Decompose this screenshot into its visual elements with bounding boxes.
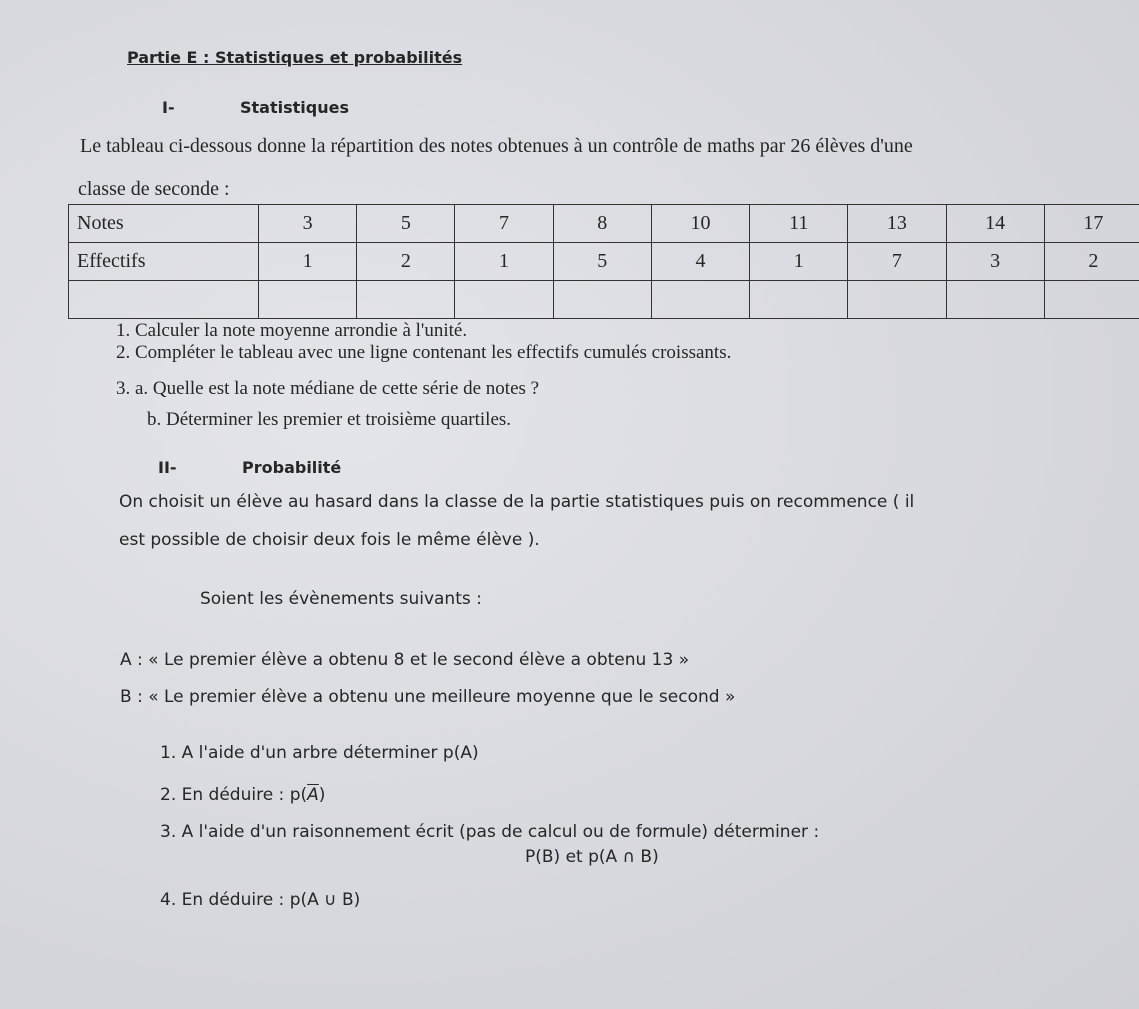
empty-cell [69,281,259,319]
row-header-effectifs: Effectifs [69,243,259,281]
event-a: A : « Le premier élève a obtenu 8 et le second élève a obtenu 13 » [120,650,690,670]
prob-paragraph-line-2: est possible de choisir deux fois le même élève ). [119,530,540,550]
stat-question-3b: b. Déterminer les premier et troisième quartiles. [147,409,512,430]
note-cell: 7 [455,205,553,243]
prob-question-1: 1. A l'aide d'un arbre déterminer p(A) [160,743,479,763]
events-intro: Soient les évènements suivants : [200,589,482,609]
part-label: Partie E : [127,48,210,67]
prob-question-2-prefix: 2. En déduire : p( [160,785,308,805]
empty-cell [750,281,848,319]
prob-question-3: 3. A l'aide d'un raisonnement écrit (pas de calcul ou de formule) déterminer : [160,822,820,842]
empty-cell [1044,281,1139,319]
table-row-effectifs [69,243,1139,281]
empty-cell [357,281,455,319]
note-cell: 17 [1044,205,1139,243]
row-header-notes: Notes [69,205,259,243]
note-cell: 11 [750,205,848,243]
stat-question-2: 2. Compléter le tableau avec une ligne contenant les effectifs cumulés croissants. [116,342,732,363]
empty-cell [651,281,749,319]
effectif-cell: 4 [651,243,749,281]
effectif-cell: 7 [848,243,946,281]
note-cell: 14 [946,205,1044,243]
empty-cell [848,281,946,319]
notes-table [68,204,1139,319]
part-title [127,48,462,67]
effectif-cell: 5 [553,243,651,281]
note-cell: 8 [553,205,651,243]
prob-question-3-targets: P(B) et p(A ∩ B) [525,847,659,867]
prob-paragraph-line-1: On choisit un élève au hasard dans la classe de la partie statistiques puis on recommence ( il [119,492,915,512]
note-cell: 3 [259,205,357,243]
a-bar-symbol: $\overline{A}$ [307,785,319,805]
empty-cell [455,281,553,319]
section1-title: Statistiques [240,98,349,117]
note-cell: 5 [357,205,455,243]
effectif-cell: 1 [259,243,357,281]
note-cell: 10 [651,205,749,243]
intro-line-1: Le tableau ci-dessous donne la répartition des notes obtenues à un contrôle de maths par 26 élèves d'une [80,135,913,157]
note-cell: 13 [848,205,946,243]
part-title-text: Statistiques et probabilités [215,48,463,67]
prob-question-2-suffix: ) [318,785,326,805]
table-row-notes [69,205,1139,243]
stat-question-1: 1. Calculer la note moyenne arrondie à l'unité. [116,320,468,341]
section2-title: Probabilité [242,458,342,477]
empty-cell [259,281,357,319]
effectif-cell: 1 [750,243,848,281]
effectif-cell: 2 [357,243,455,281]
prob-question-4: 4. En déduire : p(A ∪ B) [160,890,361,910]
table-row-empty [69,281,1139,319]
section1-number: I- [162,98,175,117]
effectif-cell: 3 [946,243,1044,281]
effectif-cell: 1 [455,243,553,281]
empty-cell [553,281,651,319]
prob-question-2 [160,785,325,805]
event-b: B : « Le premier élève a obtenu une meilleure moyenne que le second » [120,687,736,707]
section2-number: II- [158,458,177,477]
stat-question-3a: 3. a. Quelle est la note médiane de cette série de notes ? [116,378,540,399]
empty-cell [946,281,1044,319]
effectif-cell: 2 [1044,243,1139,281]
intro-line-2: classe de seconde : [78,178,230,200]
